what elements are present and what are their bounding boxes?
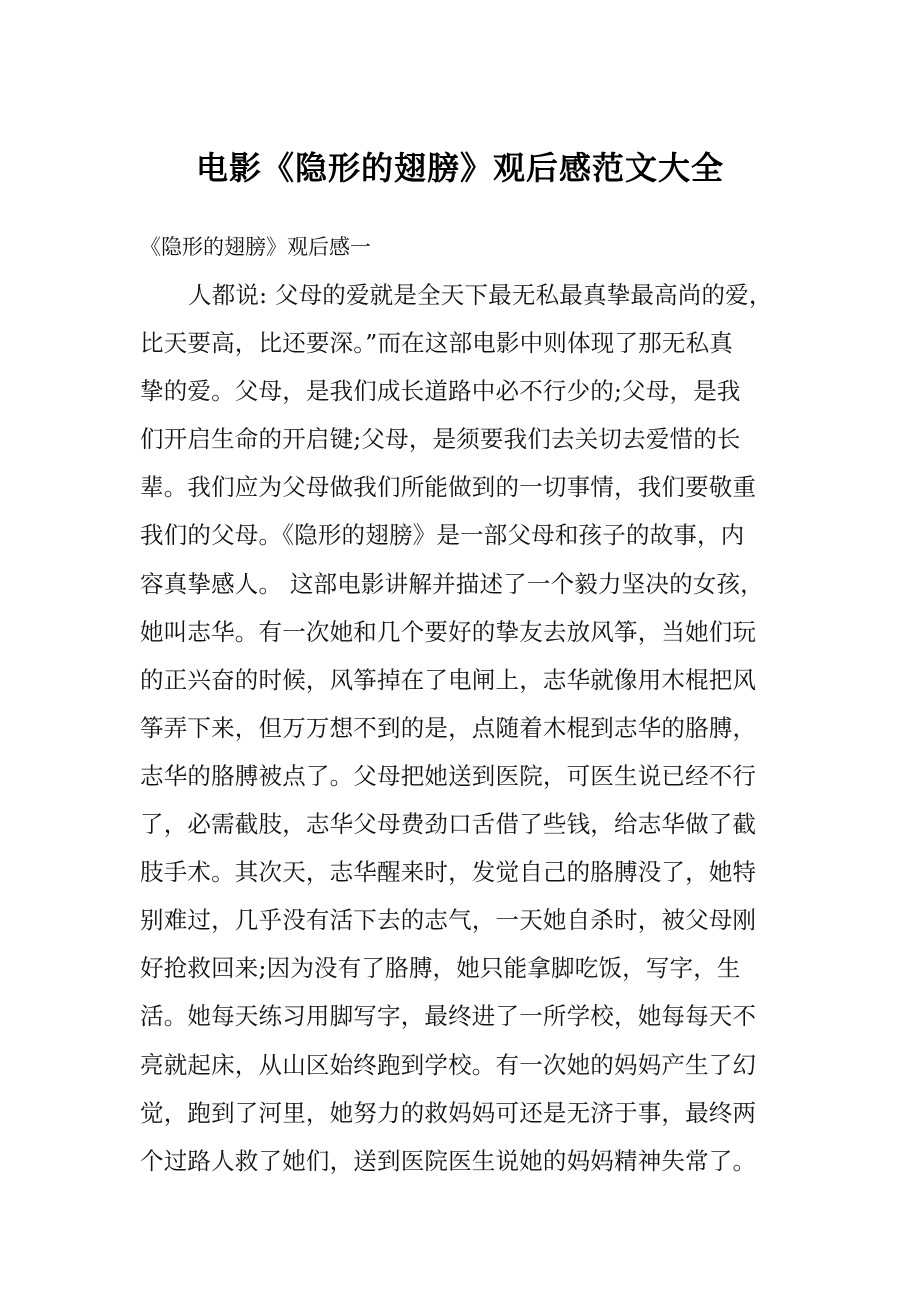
paragraph-line: 好抢救回来;因为没有了胳膊，她只能拿脚吃饭，写字，生 [140, 954, 741, 983]
essay-paragraph [140, 278, 800, 1192]
document-title: 电影《隐形的翅膀》观后感范文大全 [195, 149, 724, 187]
paragraph-line: 活。她每天练习用脚写字，最终进了一所学校，她每每天不 [140, 1002, 757, 1031]
paragraph-line: 了，必需截肢，志华父母费劲口舌借了些钱，给志华做了截 [140, 810, 757, 839]
paragraph-line: 我们的父母。《隐形的翅膀》是一部父母和孩子的故事，内 [140, 521, 745, 550]
paragraph-line: 亮就起床，从山区始终跑到学校。有一次她的妈妈产生了幻 [140, 1050, 757, 1079]
paragraph-line: 筝弄下来，但万万想不到的是，点随着木棍到志华的胳膊， [140, 713, 757, 742]
paragraph-line: 觉，跑到了河里，她努力的救妈妈可还是无济于事，最终两 [140, 1098, 757, 1127]
section-heading: 《隐形的翅膀》观后感一 [140, 235, 371, 259]
paragraph-line: 肢手术。其次天，志华醒来时，发觉自己的胳膊没了，她特 [140, 858, 757, 887]
paragraph-line: 辈。我们应为父母做我们所能做到的一切事情，我们要敬重 [140, 473, 757, 502]
paragraph-line: 志华的胳膊被点了。父母把她送到医院，可医生说已经不行 [140, 761, 757, 790]
paragraph-line: 挚的爱。父母，是我们成长道路中必不行少的;父母，是我 [140, 377, 741, 406]
paragraph-line: 比天要高，比还要深。”而在这部电影中则体现了那无私真 [140, 329, 733, 358]
paragraph-line: 她叫志华。有一次她和几个要好的挚友去放风筝，当她们玩 [140, 617, 757, 646]
paragraph-line: 的正兴奋的时候，风筝掉在了电闸上，志华就像用木棍把风 [140, 665, 757, 694]
paragraph-line: 们开启生命的开启键;父母，是须要我们去关切去爱惜的长 [140, 425, 741, 454]
paragraph-line: 个过路人救了她们，送到医院医生说她的妈妈精神失常了。 [140, 1146, 757, 1175]
paragraph-line: 别难过，几乎没有活下去的志气，一天她自杀时，被父母刚 [140, 906, 757, 935]
paragraph-line: 容真挚感人。 这部电影讲解并描述了一个毅力坚决的女孩， [140, 569, 764, 598]
paragraph-line: 人都说: 父母的爱就是全天下最无私最真挚最高尚的爱， [188, 281, 773, 309]
